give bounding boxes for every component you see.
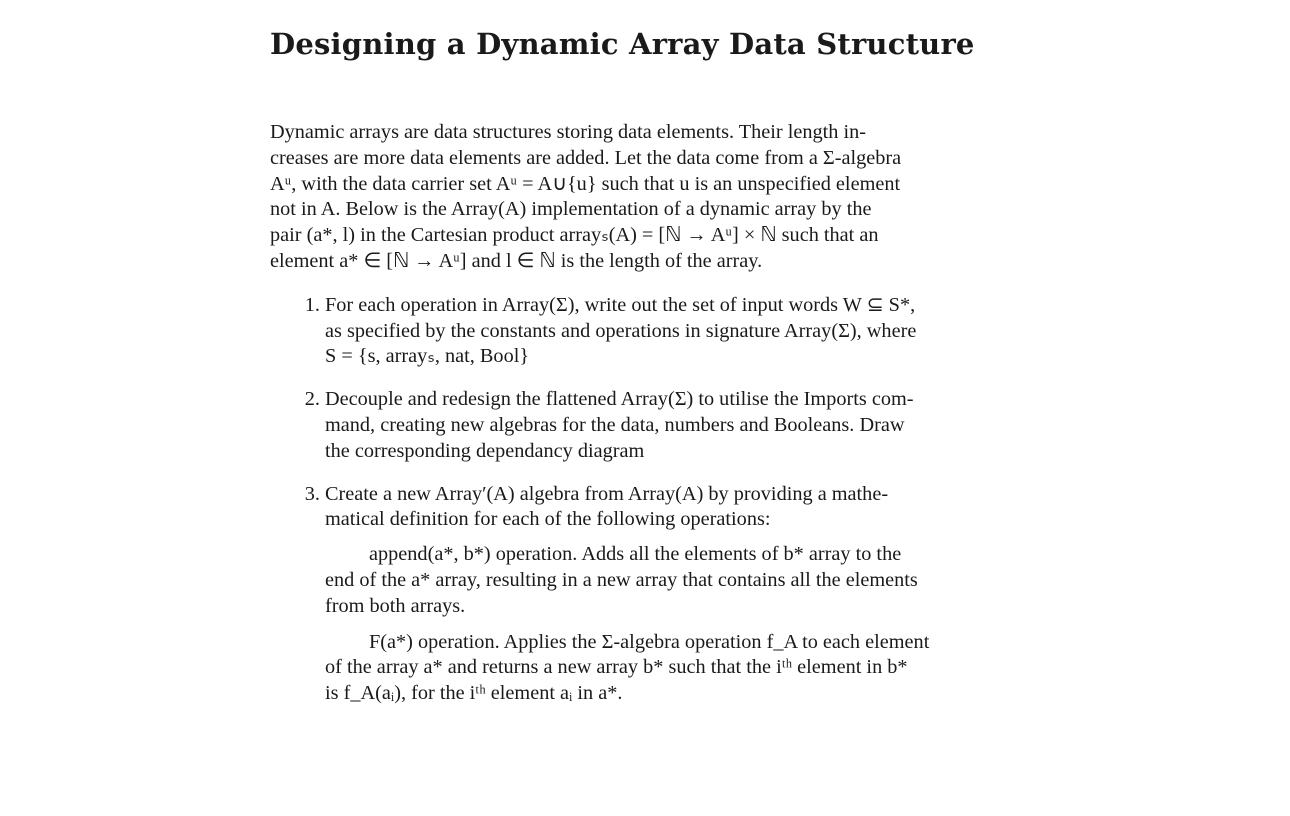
task-item-1 xyxy=(325,293,1015,370)
intro-line: not in A. Below is the Array(A) implementation of a dynamic array by the xyxy=(270,198,872,221)
task-line: S = {s, arrayₛ, nat, Bool} xyxy=(325,345,530,368)
op-line: from both arrays. xyxy=(325,594,466,617)
intro-line: Aᵘ, with the data carrier set Aᵘ = A∪{u} such that u is an unspecified element xyxy=(270,172,901,195)
op-line: of the array a* and returns a new array b* such that the iᵗʰ element in b* xyxy=(325,656,908,679)
task-line: 1. For each operation in Array(Σ), write out the set of input words W ⊆ S*, xyxy=(325,293,916,316)
op-line: end of the a* array, resulting in a new array that contains all the elements xyxy=(325,568,918,591)
task-line: the corresponding dependancy diagram xyxy=(325,439,645,462)
intro-line: element a* ∈ [ℕ → Aᵘ] and l ∈ ℕ is the length of the array. xyxy=(270,249,763,272)
task-list xyxy=(270,293,1015,707)
task-line: 3. Create a new Array′(A) algebra from Array(A) by providing a mathe- xyxy=(325,482,889,505)
page-title: Designing a Dynamic Array Data Structure xyxy=(270,27,975,61)
document-page xyxy=(270,24,1015,724)
task-line: 2. Decouple and redesign the flattened Array(Σ) to utilise the Imports com- xyxy=(325,388,914,411)
op-line: append(a*, b*) operation. Adds all the elements of b* array to the xyxy=(369,543,902,566)
task-line: mand, creating new algebras for the data, numbers and Booleans. Draw xyxy=(325,413,905,436)
op-line: is f_A(aᵢ), for the iᵗʰ element aᵢ in a*. xyxy=(325,682,623,705)
append-operation-definition xyxy=(325,542,1015,619)
task-line: as specified by the constants and operations in signature Array(Σ), where xyxy=(325,319,917,342)
task-line: matical definition for each of the following operations: xyxy=(325,508,771,531)
intro-line: Dynamic arrays are data structures storing data elements. Their length in- xyxy=(270,121,867,143)
intro-line: creases are more data elements are added. Let the data come from a Σ-algebra xyxy=(270,146,902,169)
intro-line: pair (a*, l) in the Cartesian product arrayₛ(A) = [ℕ → Aᵘ] × ℕ such that an xyxy=(270,224,879,247)
map-operation-definition xyxy=(325,630,1015,707)
task-item-3 xyxy=(325,482,1015,707)
op-line: F(a*) operation. Applies the Σ-algebra operation f_A to each element xyxy=(369,630,930,653)
task-item-2 xyxy=(325,387,1015,464)
intro-paragraph xyxy=(270,120,1015,275)
